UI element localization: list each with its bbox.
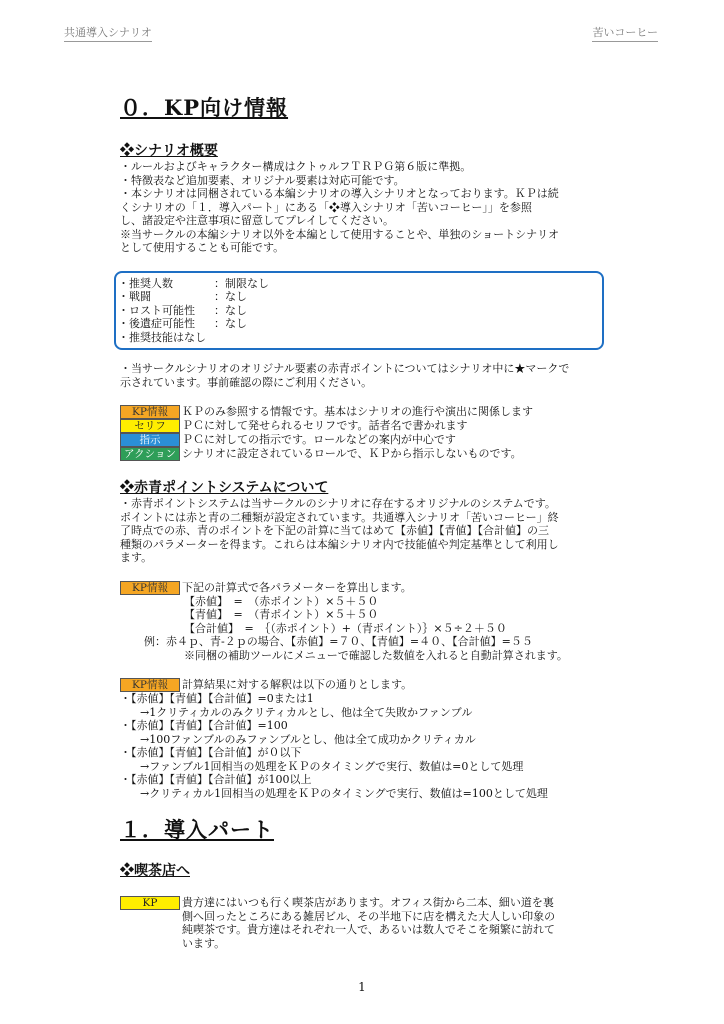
cafe-text: [182, 896, 555, 950]
interp-cond: ・【赤値】【青値】【合計値】が100以上: [120, 773, 312, 786]
section-1-title: １．導入パート: [120, 817, 274, 842]
info-key: ・推奨人数: [118, 276, 173, 290]
cafe-line: 側へ回ったところにある雑居ビル、その半地下に店を構えた大人しい印象の: [182, 909, 556, 923]
interp-cond: ・【赤値】【青値】【合計値】=100: [120, 719, 288, 732]
info-value: ：制限なし: [214, 276, 269, 290]
info-value: ：なし: [214, 290, 247, 303]
note-line: 示されています。事前確認の際にご利用ください。: [120, 375, 373, 389]
info-key: ・ロスト可能性: [118, 303, 195, 317]
formula-blue: 【青値】 = （青ポイント）×５＋５０: [184, 608, 379, 621]
overview-line: ・ルールおよびキャラクター構成はクトゥルフＴＲＰＧ第６版に準拠。: [120, 160, 472, 173]
legend-desc: ＰＣに対しての指示です。ロールなどの案内が中心です: [182, 433, 456, 447]
legend-row: [120, 433, 605, 447]
formula-red: 【赤値】 = （赤ポイント）×５＋５０: [184, 594, 379, 608]
redblue-heading: ❖赤青ポイントシステムについて: [120, 480, 329, 496]
info-value: ：なし: [214, 303, 247, 317]
overview-line: ・本シナリオは同梱されている本編シナリオの導入シナリオとなっております。ＫＰは続: [120, 187, 559, 200]
info-row: [118, 317, 598, 331]
example-note: ※同梱の補助ツールにメニューで確認した数値を入れると自動計算されます。: [184, 648, 568, 662]
page-number: 1: [358, 980, 366, 994]
legend-row: [120, 405, 605, 419]
redblue-line: ます。: [120, 551, 153, 564]
serif-tag: セリフ: [120, 419, 180, 433]
info-row: [118, 290, 598, 304]
info-key: ・推奨技能はなし: [118, 330, 206, 344]
interp-intro: 計算結果に対する解釈は以下の通りとします。: [182, 678, 413, 692]
calc-intro: 下記の計算式で各パラメーターを算出します。: [182, 580, 412, 594]
legend-row: [120, 419, 605, 433]
overview-line: ・特徴表など追加要素、オリジナル要素は対応可能です。: [120, 173, 405, 187]
interp-result: →1クリティカルのみクリティカルとし、他は全て失敗かファンブル: [140, 705, 473, 719]
legend: [120, 405, 605, 461]
cafe-line: います。: [182, 936, 226, 950]
overview-line: ※当サークルの本編シナリオ以外を本編として使用することや、単独のショートシナリオ: [120, 227, 560, 241]
interp-result: →クリティカル1回相当の処理をＫＰのタイミングで実行、数値は=100として処理: [140, 786, 548, 800]
cafe-heading: ❖喫茶店へ: [120, 863, 190, 879]
interp-result: →100ファンブルのみファンブルとし、他は全て成功かクリティカル: [140, 732, 476, 746]
info-box: [114, 271, 604, 351]
interp-result: →ファンブル1回相当の処理をＫＰのタイミングで実行、数値は=0として処理: [140, 759, 524, 773]
header-right: 苦いコーヒー: [592, 24, 658, 42]
overview-text: [120, 160, 605, 255]
kp-info-tag: KP情報: [120, 678, 180, 692]
info-row: [118, 277, 598, 291]
legend-row: [120, 447, 605, 461]
page-content: [120, 92, 605, 950]
kp-tag: KP: [120, 896, 180, 910]
formula-total: 【合計値】 = ｛（赤ポイント）+（青ポイント）｝×５÷２＋５０: [184, 621, 507, 635]
legend-desc: ＰＣに対して発せられるセリフです。話者名で書かれます: [182, 419, 468, 433]
instruction-tag: 指示: [120, 433, 180, 447]
overview-line: くシナリオの「１．導入パート」にある「❖導入シナリオ「苦いコーヒー」」を参照: [120, 200, 532, 214]
info-row: [118, 304, 598, 318]
info-value: ：なし: [214, 317, 247, 330]
action-tag: アクション: [120, 447, 180, 461]
redblue-line: 種類のパラメーターを得ます。これらは本編シナリオ内で技能値や判定基準として利用し: [120, 537, 559, 551]
header-left: 共通導入シナリオ: [64, 24, 152, 42]
kp-info-tag: KP情報: [120, 581, 180, 595]
overview-line: し、諸設定や注意事項に留意してプレイしてください。: [120, 214, 395, 227]
interp-cond: ・【赤値】【青値】【合計値】=0または1: [120, 692, 314, 705]
legend-desc: シナリオに設定されているロールで、ＫＰから指示しないものです。: [182, 447, 522, 461]
overview-line: として使用することも可能です。: [120, 241, 285, 254]
interp-cond: ・【赤値】【青値】【合計値】が０以下: [120, 746, 302, 759]
section-0-title: ０．KP向け情報: [120, 95, 289, 120]
overview-heading: ❖シナリオ概要: [120, 143, 218, 159]
example: 例：赤４ｐ、青-２ｐの場合、【赤値】=７０、【青値】=４０、【合計値】=５５: [144, 635, 533, 648]
legend-desc: ＫＰのみ参照する情報です。基本はシナリオの進行や演出に関係します: [182, 405, 534, 419]
calc-intro-row: [120, 581, 605, 595]
kp-info-tag: KP情報: [120, 405, 180, 419]
cafe-line: 貴方達にはいつも行く喫茶店があります。オフィス街から二本、細い道を裏: [182, 896, 554, 909]
cafe-line: 純喫茶です。貴方達はそれぞれ一人で、あるいは数人でそこを頻繁に訪れて: [182, 923, 555, 936]
info-key: ・後遺症可能性: [118, 317, 195, 330]
redblue-line: ポイントには赤と青の二種類が設定されています。共通導入シナリオ「苦いコーヒー」終: [120, 510, 559, 524]
interp-intro-row: [120, 678, 605, 692]
info-key: ・戦闘: [118, 290, 151, 303]
cafe-kp-block: [120, 896, 605, 950]
redblue-line: 了時点での赤、青のポイントを下記の計算に当てはめて【赤値】【青値】【合計値】の三: [120, 524, 549, 537]
redblue-line: ・赤青ポイントシステムは当サークルのシナリオに存在するオリジナルのシステムです。: [120, 497, 556, 510]
info-row: [118, 331, 598, 345]
note-line: ・当サークルシナリオのオリジナル要素の赤青ポイントについてはシナリオ中に★マークで: [120, 362, 570, 375]
